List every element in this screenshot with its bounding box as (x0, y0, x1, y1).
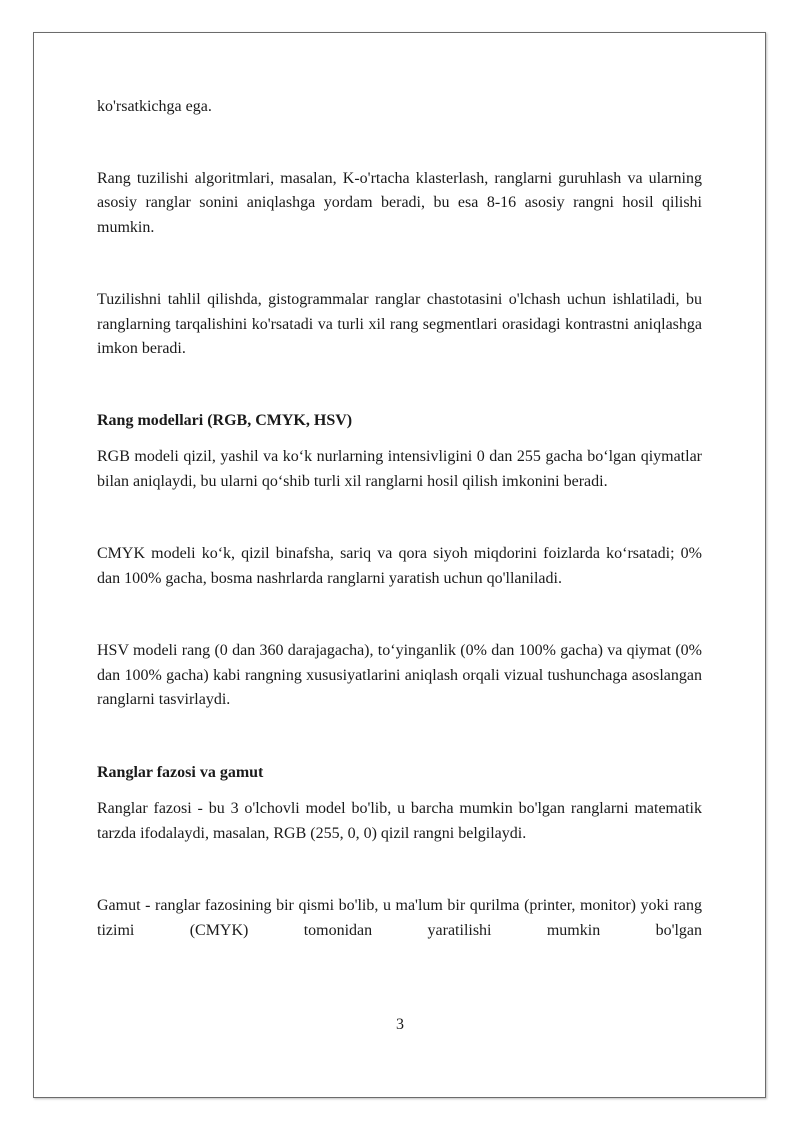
paragraph-color-structure-algorithms: Rang tuzilishi algoritmlari, masalan, K-o'rtacha klasterlash, ranglarni guruhlash va ularning asosiy ranglar sonini aniqlashga yordam beradi, bu esa 8-16 asosiy rangni hosil qilishi mumkin. (97, 169, 702, 236)
paragraph-rgb-model: RGB modeli qizil, yashil va ko‘k nurlarning intensivligini 0 dan 255 gacha bo‘lgan qiymatlar bilan aniqlaydi, bu ularni qo‘shib turli xil ranglarni hosil qilish imkonini beradi. (97, 448, 702, 490)
heading-color-models: Rang modellari (RGB, CMYK, HSV) (97, 411, 353, 429)
paragraph-intro-ending: ko'rsatkichga ega. (97, 98, 212, 115)
page-number: 3 (396, 1016, 404, 1033)
paragraph-hsv-model: HSV modeli rang (0 dan 360 darajagacha), to‘yinganlik (0% dan 100% gacha) va qiymat (0% dan 100% gacha) kabi rangning xususiyatlarini aniqlash orqali vizual tushunchaga asoslangan ranglarni tasvirlaydi. (97, 642, 702, 708)
heading-color-space-gamut: Ranglar fazosi va gamut (97, 763, 264, 781)
paragraph-gamut: Gamut - ranglar fazosining bir qismi bo'lib, u ma'lum bir qurilma (printer, monitor) yoki rang tizimi (CMYK) tomonidan yaratilishi mumkin bo'lgan (97, 897, 702, 939)
paragraph-structure-histograms: Tuzilishni tahlil qilishda, gistogrammalar ranglar chastotasini o'lchash uchun ishlatiladi, bu ranglarning tarqalishini ko'rsatadi va turli xil rang segmentlari orasidagi kontrastni aniqlashga imkon beradi. (97, 291, 702, 357)
page-content (97, 95, 702, 943)
paragraph-cmyk-model: CMYK modeli ko‘k, qizil binafsha, sariq va qora siyoh miqdorini foizlarda ko‘rsatadi; 0% dan 100% gacha, bosma nashrlarda ranglarni yaratish uchun qo'llaniladi. (97, 545, 702, 587)
paragraph-color-space: Ranglar fazosi - bu 3 o'lchovli model bo'lib, u barcha mumkin bo'lgan ranglarni matematik tarzda ifodalaydi, masalan, RGB (255, 0, 0) qizil rangni belgilaydi. (97, 800, 702, 842)
